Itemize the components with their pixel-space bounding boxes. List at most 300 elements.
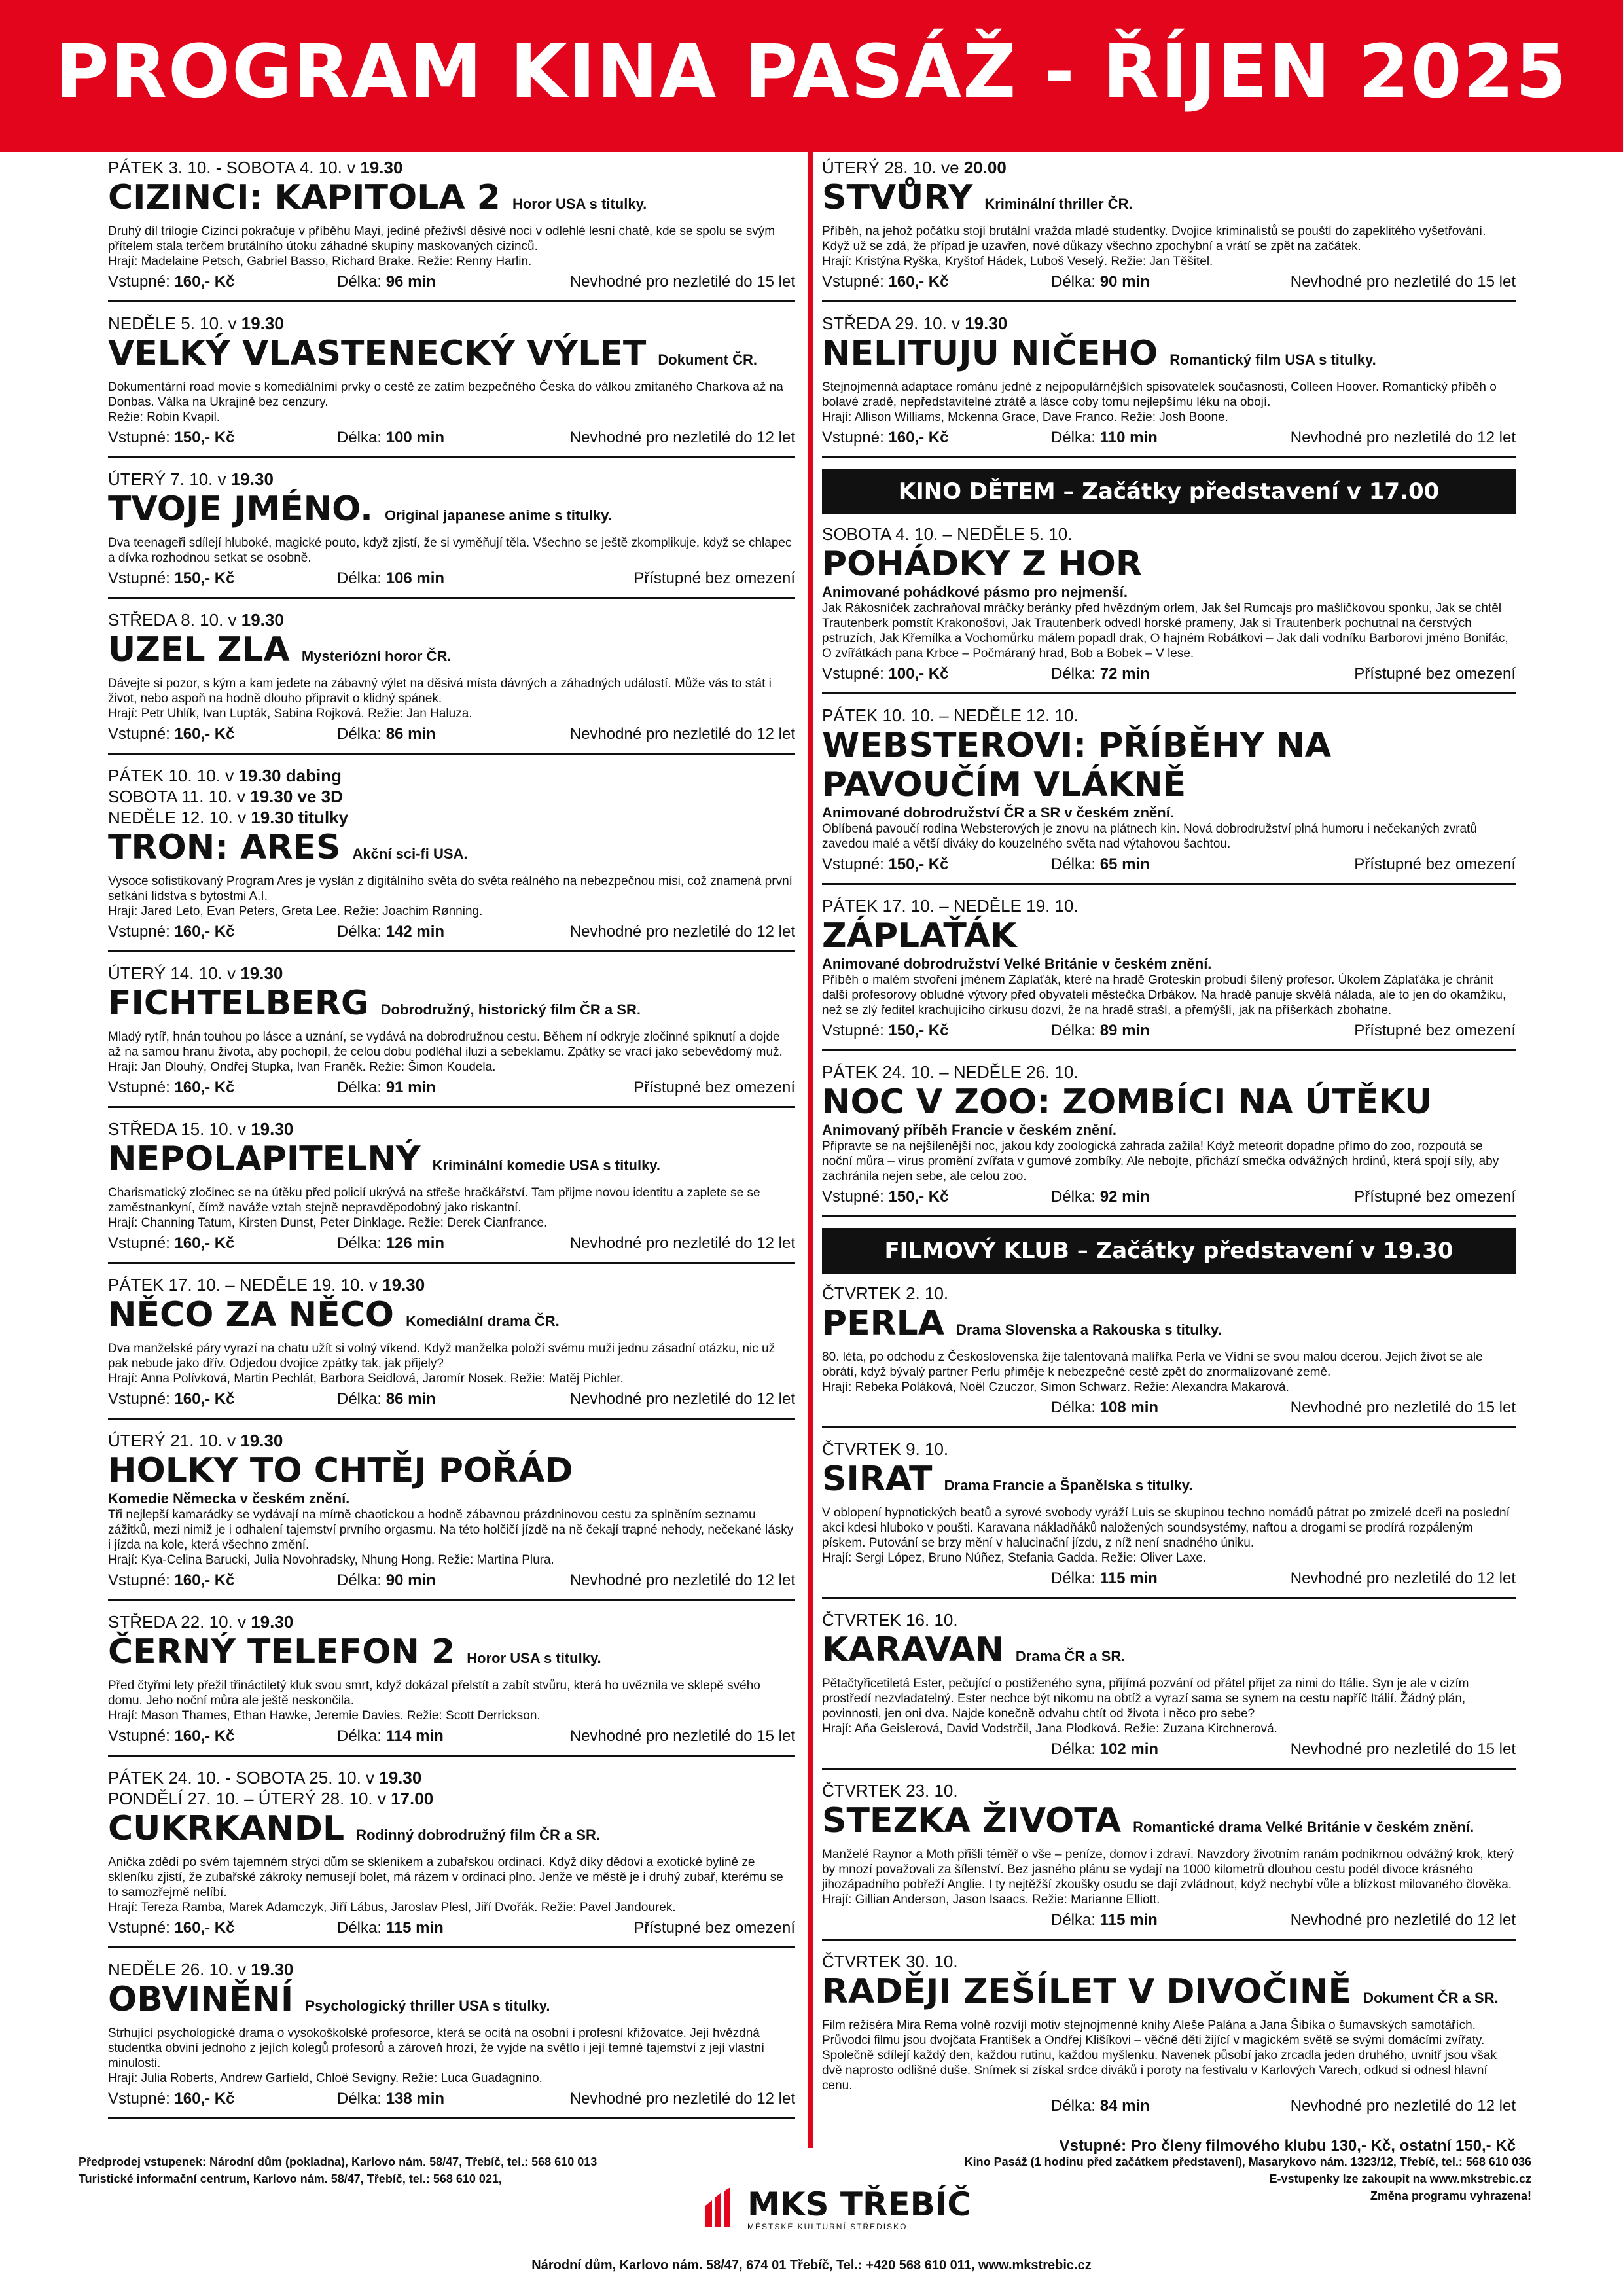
length-value: 89 min — [1099, 1022, 1150, 1039]
film-length: Délka: 142 min — [337, 923, 445, 941]
film-genre: Animované pohádkové pásmo pro nejmenší. — [822, 584, 1128, 600]
film-description: Příběh, na jehož počátku stojí brutální vražda mladé studentky. Dvojice kriminalistů se pouští do zapeklitého vyšetřování. Když už se zdá, že případ je uzavřen, nové důkazy všechno zpochybní a vrátí se zpět na začátek. — [822, 224, 1486, 253]
showtime-time: 19.30 — [251, 1612, 294, 1632]
film-genre: Komedie Německa v českém znění. — [108, 1490, 350, 1507]
film-meta — [822, 1739, 1516, 1760]
film-cast: Hrají: Anna Polívková, Martin Pechlát, Barbora Seidlová, Jaromír Nosek. Režie: Matěj Pichler. — [108, 1372, 624, 1386]
film-title: FICHTELBERG Dobrodružný, historický film ČR a SR. — [108, 984, 641, 1023]
showtime-time: 19.30 — [241, 314, 284, 333]
length-value: 115 min — [385, 1919, 444, 1937]
film-genre: Animované dobrodružství ČR a SR v českém znění. — [822, 804, 1174, 821]
film-description: Oblíbená pavoučí rodina Websterových je znovu na plátnech kin. Nová dobrodružství plná humoru i nečekaných zvratů zavedou malé a větší diváky do kouzelného světa nad výtahovou šachtou. — [822, 822, 1477, 851]
film-description: Tři nejlepší kamarádky se vydávají na mírně chaotickou a hodně zábavnou prázdninovou cestu za splněním seznamu zážitků, mezi nimiž je i odhalení tajemství prvního orgasmu. Na této holčičí jízdě na ně čekají trapné nehody, nečekané lásky i jízda na kole, která všechno změní. — [108, 1508, 794, 1552]
price-value: 150,- Kč — [888, 1188, 949, 1206]
film-description: Dávejte si pozor, s kým a kam jedete na zábavný výlet na děsivá místa dávných a záhadných událostí. Může vás to stát i život, nebo aspoň na hodně dlouho připravit o klidný spánek. — [108, 677, 772, 706]
eticket-note: E-vstupenky lze zakoupit na www.mkstrebic.cz — [1269, 2172, 1531, 2185]
film-description: Dva manželské páry vyrazí na chatu užít si volný víkend. Když manželka položí svému muži jednu zásadní otázku, nic už pak nebude jako dřív. Odjedou dvojice zpátky tak, jak přijely? — [108, 1342, 776, 1371]
film-rating: Nevhodné pro nezletilé do 15 let — [569, 273, 795, 291]
showtime-date: NEDĚLE 26. 10. v 19.30 — [108, 1960, 294, 1979]
showtime-time: 19.30 — [240, 963, 283, 983]
film-length: Délka: 90 min — [1051, 273, 1150, 291]
film-length: Délka: 91 min — [337, 1079, 436, 1096]
film-price: Vstupné: 150,- Kč — [822, 855, 949, 873]
price-value: 150,- Kč — [888, 1022, 949, 1039]
film-description: Před čtyřmi lety přežil třináctiletý kluk svou smrt, když dokázal přelstít a zabít stvůru, která ho uvěznila ve sklepě svého domu. Jeho noční můra ale ještě neskončila. — [108, 1679, 760, 1708]
price-value: 160,- Kč — [174, 1727, 235, 1745]
film-title: CUKRKANDL Rodinný dobrodružný film ČR a SR. — [108, 1809, 600, 1848]
film-description: Pětačtyřicetiletá Ester, pečující o postiženého syna, přijímá pozvání od přátel přijet za nimi do Itálie. Syn je ale v cizím prostředí nezvladatelný. Ester nechce být nikomu na obtíž a vyrazí sama se synem na cestu napříč Itálií. Žádný plán, povinnosti, jen oni dva. Najde konečně odvahu chtít od života i něco pro sebe? — [822, 1677, 1469, 1721]
film-meta — [108, 1389, 795, 1410]
showtime-date: PÁTEK 10. 10. v 19.30 dabing — [108, 766, 342, 785]
film-description: Vysoce sofistikovaný Program Ares je vyslán z digitálního světa do světa reálného na nebezpečnou misi, což znamená první setkání lidstva s bytostmi A.I. — [108, 874, 793, 903]
film-genre: Kriminální thriller ČR. — [984, 196, 1133, 212]
film-length: Délka: 115 min — [337, 1919, 444, 1937]
film-cast: Hrají: Tereza Ramba, Marek Adamczyk, Jiří Lábus, Jaroslav Plesl, Jiří Dvořák. Režie: Pavel Jandourek. — [108, 1901, 676, 1914]
film-title: TVOJE JMÉNO. Original japanese anime s titulky. — [108, 490, 612, 529]
film-genre: Akční sci-fi USA. — [352, 846, 468, 862]
film-description: Příběh o malém stvoření jménem Záplaťák, které na hradě Groteskin probudí šílený profesor. Úkolem Záplaťáka je chránit další profesorovy obludné výtvory před obyvateli městečka Drbákov. Na hradě panuje skvělá nálada, ale to jen do okamžiku, než se zlý ředitel krachujícího cirkusu dozví, že na hradě straší, a přemýšlí, jak na příšerkách zbohatne. — [822, 973, 1507, 1017]
film-genre: Horor USA s titulky. — [512, 196, 647, 212]
film-entry — [822, 313, 1516, 458]
film-rating: Přístupné bez omezení — [633, 1919, 795, 1937]
film-title: WEBSTEROVI: PŘÍBĚHY NA PAVOUČÍM VLÁKNĚ — [822, 726, 1331, 804]
film-entry — [108, 963, 795, 1108]
showtime-date: STŘEDA 15. 10. v 19.30 — [108, 1119, 294, 1139]
film-title: POHÁDKY Z HOR — [822, 545, 1142, 584]
film-price: Vstupné: 150,- Kč — [108, 569, 235, 587]
showtime-time: 19.30 titulky — [251, 808, 349, 827]
film-meta — [822, 427, 1516, 448]
film-price: Vstupné: 160,- Kč — [822, 273, 949, 291]
film-meta — [822, 1020, 1516, 1041]
film-price: Vstupné: 160,- Kč — [108, 1571, 235, 1589]
film-title: NOC V ZOO: ZOMBÍCI NA ÚTĚKU — [822, 1083, 1433, 1122]
film-title: CIZINCI: KAPITOLA 2 Horor USA s titulky. — [108, 178, 647, 217]
film-entry — [108, 313, 795, 458]
showtime-date: STŘEDA 29. 10. v 19.30 — [822, 314, 1008, 333]
length-value: 86 min — [385, 1390, 436, 1408]
film-genre: Dokument ČR. — [658, 351, 757, 368]
presale-line-1: Předprodej vstupenek: Národní dům (pokladna), Karlovo nám. 58/47, Třebíč, tel.: 568 610 013 — [79, 2155, 597, 2168]
length-value: 115 min — [1099, 1570, 1158, 1587]
right-top-list — [822, 157, 1516, 458]
film-price: Vstupné: 150,- Kč — [822, 1188, 949, 1206]
film-description: Dva teenageři sdílejí hluboké, magické pouto, když zjistí, že si vyměňují těla. Všechno se ještě zkomplikuje, když se chlapec a dívka rozhodnou setkat se osobně. — [108, 536, 792, 565]
film-length: Délka: 108 min — [1051, 1399, 1159, 1416]
price-value: 160,- Kč — [174, 725, 235, 743]
film-genre: Dokument ČR a SR. — [1363, 1990, 1499, 2006]
film-cast: Hrají: Jan Dlouhý, Ondřej Stupka, Ivan Franěk. Režie: Šimon Koudela. — [108, 1060, 496, 1074]
change-note: Změna programu vyhrazena! — [1370, 2189, 1531, 2202]
showtime-date: PÁTEK 3. 10. - SOBOTA 4. 10. v 19.30 — [108, 158, 403, 177]
film-entry — [108, 469, 795, 599]
film-meta — [822, 854, 1516, 875]
showtime-time: 19.30 — [379, 1768, 422, 1787]
film-meta — [822, 664, 1516, 685]
film-description: Manželé Raynor a Moth přišli téměř o vše – peníze, domov i zdraví. Navzdory životním ranám podnikrnou odvážný krok, který by mnozí považovali za šílenství. Bez jasného plánu se vydají na 1000 kilometrů dlouhou cestu podél divoce krásného jihozápadního pobřeží Anglie. I ty nejtěžší zkoušky osudu se dají zvládnout, když nechybí vůle a blízkost milovaného člověka. — [822, 1848, 1514, 1892]
film-title: PERLA Drama Slovenska a Rakouska s titulky. — [822, 1304, 1222, 1343]
length-value: 110 min — [1099, 429, 1158, 446]
film-rating: Nevhodné pro nezletilé do 12 let — [569, 2090, 795, 2108]
film-price: Vstupné: 160,- Kč — [108, 1919, 235, 1937]
film-meta — [108, 272, 795, 293]
film-price: Vstupné: 150,- Kč — [108, 429, 235, 446]
showtime-date: PÁTEK 17. 10. – NEDĚLE 19. 10. v 19.30 — [108, 1275, 425, 1295]
price-value: 160,- Kč — [174, 2090, 235, 2108]
length-value: 92 min — [1099, 1188, 1150, 1206]
mks-logo-icon — [700, 2186, 740, 2232]
film-cast: Hrají: Channing Tatum, Kirsten Dunst, Peter Dinklage. Režie: Derek Cianfrance. — [108, 1216, 548, 1230]
film-length: Délka: 110 min — [1051, 429, 1158, 446]
showtime-time: 19.30 — [965, 314, 1008, 333]
film-rating: Nevhodné pro nezletilé do 12 let — [569, 923, 795, 941]
film-rating: Nevhodné pro nezletilé do 12 let — [1290, 429, 1516, 446]
film-meta — [108, 2089, 795, 2109]
film-meta — [108, 1918, 795, 1939]
film-price — [822, 1910, 1051, 1931]
showtime-date: STŘEDA 22. 10. v 19.30 — [108, 1612, 294, 1632]
film-meta — [822, 1910, 1516, 1931]
film-price: Vstupné: 160,- Kč — [108, 273, 235, 291]
price-value: 150,- Kč — [888, 855, 949, 873]
showtime-time: 19.30 — [360, 158, 403, 177]
price-value: 160,- Kč — [174, 1079, 235, 1096]
price-value: 160,- Kč — [888, 273, 949, 291]
film-entry — [108, 1767, 795, 1948]
film-description: Charismatický zločinec se na útěku před policií ukrývá na střeše hračkářství. Tam přijme novou identitu a zaplete se se zaměstnankyní, čímž naváže vztah stejně nepravděpodobný jako riskantní. — [108, 1186, 760, 1215]
film-title: NĚCO ZA NĚCO Komediální drama ČR. — [108, 1295, 560, 1335]
film-cast: Režie: Robin Kvapil. — [108, 410, 221, 424]
kids-band: KINO DĚTEM – Začátky představení v 17.00 — [822, 469, 1516, 514]
film-cast: Hrají: Rebeka Poláková, Noël Czuczor, Simon Schwarz. Režie: Alexandra Makarová. — [822, 1380, 1289, 1394]
film-cast: Hrají: Julia Roberts, Andrew Garfield, Chloë Sevigny. Režie: Luca Guadagnino. — [108, 2072, 543, 2085]
showtime-time: 20.00 — [963, 158, 1007, 177]
showtime-time: 19.30 — [230, 469, 274, 489]
film-title: ZÁPLAŤÁK — [822, 916, 1017, 956]
film-length: Délka: 92 min — [1051, 1188, 1150, 1206]
film-genre: Mysteriózní horor ČR. — [301, 648, 452, 664]
film-rating: Nevhodné pro nezletilé do 12 let — [1290, 1911, 1516, 1929]
cinema-address: Kino Pasáž (1 hodinu před začátkem představení), Masarykovo nám. 1323/12, Třebíč, tel.: 568 610 036 — [964, 2155, 1531, 2168]
film-description: Mladý rytíř, hnán touhou po lásce a uznání, se vydává na dobrodružnou cestu. Během ní odkryje zločinné spiknutí a dojde až na samou hranu života, aby pochopil, že celou dobu podléhal iluzi a sebeklamu. Zpátky se vrací jako sebevědomý muž. — [108, 1030, 783, 1059]
logo-title: MKS TŘEBÍČ — [747, 2185, 972, 2223]
poster-header — [0, 0, 1623, 152]
showtime-date: PÁTEK 17. 10. – NEDĚLE 19. 10. — [822, 896, 1079, 916]
film-description: Připravte se na nejšílenější noc, jakou kdy zoologická zahrada zažila! Když meteorit dopadne přímo do zoo, rozpoutá se noční můra – virus promění zvířata v gumové zombíky. Ale nebojte, přichází smečka odvážných hrdinů, která spojí síly, aby zachránila nejen sebe, ale celou zoo. — [822, 1139, 1499, 1183]
film-rating: Nevhodné pro nezletilé do 12 let — [569, 1571, 795, 1589]
film-price — [822, 1739, 1051, 1760]
showtime-date: SOBOTA 11. 10. v 19.30 ve 3D — [108, 787, 343, 806]
film-entry — [108, 1430, 795, 1601]
film-description: Anička zdědí po svém tajemném strýci dům se sklenikem a zubařskou ordinací. Když díky dědovi a exotické bylině ze skleníku zjistí, že zubařské zákroky nemusejí bolet, má rázem v ordinaci plno. Jenže ve městě je i druhý zubař, kterému se to samozřejmě nelíbí. — [108, 1856, 783, 1899]
film-rating: Nevhodné pro nezletilé do 12 let — [569, 1390, 795, 1408]
film-entry — [822, 1780, 1516, 1941]
film-genre: Romantický film USA s titulky. — [1169, 351, 1376, 368]
film-title: KARAVAN Drama ČR a SR. — [822, 1630, 1126, 1670]
film-rating: Přístupné bez omezení — [1354, 1022, 1516, 1039]
film-description: Dokumentární road movie s komediálními prvky o cestě ze zatím bezpečného Česka do válkou zmítaného Charkova až na Donbas. Válka na Ukrajině bez cenzury. — [108, 380, 783, 409]
showtime-time: 19.30 — [241, 610, 284, 630]
film-meta — [822, 2096, 1516, 2117]
showtime-time: 19.30 — [251, 1960, 294, 1979]
film-length: Délka: 84 min — [1051, 2097, 1150, 2115]
film-entry — [822, 1609, 1516, 1770]
showtime-date: ÚTERÝ 7. 10. v 19.30 — [108, 469, 274, 489]
film-title: NELITUJU NIČEHO Romantický film USA s titulky. — [822, 334, 1376, 373]
film-genre: Romantické drama Velké Británie v českém znění. — [1133, 1819, 1474, 1835]
film-genre: Dobrodružný, historický film ČR a SR. — [380, 1001, 641, 1018]
showtime-date: PÁTEK 10. 10. – NEDĚLE 12. 10. — [822, 706, 1079, 725]
film-description: Druhý díl trilogie Cizinci pokračuje v příběhu Mayi, jediné přeživší děsivé noci v odlehlé lesní chatě, kde se spolu se svým přítelem stala terčem brutálního útoku záhadné skupiny maskovaných cizinců. — [108, 224, 776, 253]
film-cast: Hrají: Madelaine Petsch, Gabriel Basso, Richard Brake. Režie: Renny Harlin. — [108, 255, 532, 268]
price-value: 160,- Kč — [174, 1390, 235, 1408]
film-entry — [108, 1959, 795, 2119]
footer-right — [965, 2153, 1531, 2204]
showtime-date: ČTVRTEK 30. 10. — [822, 1952, 958, 1971]
film-genre: Animovaný příběh Francie v českém znění. — [822, 1122, 1116, 1138]
film-length: Délka: 90 min — [337, 1571, 436, 1589]
showtime-date: ČTVRTEK 23. 10. — [822, 1781, 958, 1801]
length-value: 114 min — [385, 1727, 444, 1745]
film-entry — [822, 705, 1516, 885]
film-price: Vstupné: 160,- Kč — [108, 725, 235, 743]
film-description: Stejnojmenná adaptace románu jedné z nejpopulárnějších spisovatelek současnosti, Colleen Hoover. Romantický příběh o bolavé zradě, nepředstavitelné ztrátě a lásce coby tomu nejlepšímu léku na obojí. — [822, 380, 1497, 409]
club-price-note: Vstupné: Pro členy filmového klubu 130,- Kč, ostatní 150,- Kč — [1059, 2137, 1516, 2155]
price-value: 150,- Kč — [174, 429, 235, 446]
showtime-date: NEDĚLE 5. 10. v 19.30 — [108, 314, 284, 333]
price-value: 160,- Kč — [888, 429, 949, 446]
length-value: 96 min — [385, 273, 436, 291]
film-rating: Nevhodné pro nezletilé do 12 let — [1290, 2097, 1516, 2115]
length-value: 138 min — [385, 2090, 445, 2108]
film-meta — [822, 1397, 1516, 1418]
film-title: STVŮRY Kriminální thriller ČR. — [822, 178, 1133, 217]
film-length: Délka: 138 min — [337, 2090, 445, 2108]
length-value: 90 min — [1099, 273, 1150, 291]
film-rating: Nevhodné pro nezletilé do 12 let — [569, 1234, 795, 1252]
film-title: VELKÝ VLASTENECKÝ VÝLET Dokument ČR. — [108, 334, 757, 373]
showtime-date: PÁTEK 24. 10. – NEDĚLE 26. 10. — [822, 1062, 1079, 1082]
showtime-date: ČTVRTEK 9. 10. — [822, 1439, 949, 1459]
film-title: ČERNÝ TELEFON 2 Horor USA s titulky. — [108, 1632, 601, 1672]
price-value: 160,- Kč — [174, 923, 235, 941]
film-meta — [108, 724, 795, 745]
film-entry — [822, 1951, 1516, 2125]
showtime-time: 19.30 — [382, 1275, 425, 1295]
showtime-time: 19.30 ve 3D — [250, 787, 343, 806]
film-meta — [108, 922, 795, 942]
showtime-date: NEDĚLE 12. 10. v 19.30 titulky — [108, 808, 349, 827]
film-price — [822, 2096, 1051, 2117]
price-value: 160,- Kč — [174, 273, 235, 291]
page-title: PROGRAM KINA PASÁŽ - ŘÍJEN 2025 — [55, 29, 1568, 115]
film-cast: Hrají: Petr Uhlík, Ivan Lupták, Sabina Rojková. Režie: Jan Haluza. — [108, 707, 473, 721]
length-value: 90 min — [385, 1571, 436, 1589]
showtime-date: SOBOTA 4. 10. – NEDĚLE 5. 10. — [822, 524, 1073, 544]
film-entry — [108, 1274, 795, 1420]
showtime-time: 19.30 — [240, 1431, 283, 1450]
film-rating: Nevhodné pro nezletilé do 15 let — [1290, 1399, 1516, 1416]
film-description: Film režiséra Mira Rema volně rozvíjí motiv stejnojmenné knihy Aleše Palána a Jana Šibíka o šumavských samotářích. Průvodci filmu jsou dvojčata František a Ondřej Klišíkovi – věčně děti žijící v magickém světě se svými domácími zvířaty. Společně sdílejí každý den, každou rutinu, každou myšlenku. Navenek působí jako zrcadla jeden druhého, uvnitř jsou však dvě naprosto odlišné duše. Snímek si získal srdce diváků i poroty na festivalu v Karlových Varech, odkud si odnesl hlavní cenu. — [822, 2018, 1497, 2092]
film-meta — [822, 1568, 1516, 1589]
film-cast: Hrají: Kristýna Ryška, Kryštof Hádek, Luboš Veselý. Režie: Jan Těšitel. — [822, 255, 1213, 268]
film-meta — [108, 568, 795, 589]
kids-list — [822, 524, 1516, 1217]
film-meta — [108, 1726, 795, 1747]
film-rating: Nevhodné pro nezletilé do 12 let — [569, 725, 795, 743]
length-value: 115 min — [1099, 1911, 1158, 1929]
film-title: SIRAT Drama Francie a Španělska s titulky. — [822, 1460, 1193, 1499]
film-title: RADĚJI ZEŠÍLET V DIVOČINĚ Dokument ČR a SR. — [822, 1972, 1499, 2011]
film-title: HOLKY TO CHTĚJ POŘÁD — [108, 1451, 573, 1490]
length-value: 86 min — [385, 725, 436, 743]
film-genre: Kriminální komedie USA s titulky. — [432, 1157, 661, 1174]
film-genre: Drama Slovenska a Rakouska s titulky. — [956, 1321, 1222, 1338]
film-entry — [822, 1439, 1516, 1599]
length-value: 72 min — [1099, 665, 1150, 683]
presale-line-2: Turistické informační centrum, Karlovo nám. 58/47, Třebíč, tel.: 568 610 021, — [79, 2172, 502, 2185]
film-price — [822, 1397, 1051, 1418]
film-price: Vstupné: 160,- Kč — [108, 1234, 235, 1252]
film-price: Vstupné: 160,- Kč — [108, 1079, 235, 1096]
length-value: 108 min — [1099, 1399, 1159, 1416]
film-price: Vstupné: 160,- Kč — [822, 429, 949, 446]
film-meta — [108, 1077, 795, 1098]
film-description: Jak Rákosníček zachraňoval mráčky beránky před hvězdným orlem, Jak šel Rumcajs pro mašličkovou sponku, Jak se chtěl Trautenberk pomstít Krakonošovi, Jak Trautenberk odvedl horské prameny, Jak si Trautenberk pochutnal na čerstvých pstruzích, Jak Křemílka a Vochomůrku málem popadl drak, O hajném Robátkovi – Jak dali vodníku Barborovi jméno Bonifác, O zvířátkách pana Krbce – Počmáraný hrad, Bob a Bobek – V lese. — [822, 601, 1508, 660]
film-meta — [822, 1187, 1516, 1208]
film-cast: Hrají: Allison Williams, Mckenna Grace, Dave Franco. Režie: Josh Boone. — [822, 410, 1228, 424]
film-description: Strhující psychologické drama o vysokoškolské profesorce, která se ocitá na osobní i profesní křižovatce. Její hvězdná studentka obviní jednoho z jejích kolegů profesorů a zároveň hrozí, že vyjde na světlo i její temné tajemství z její vlastní minulosti. — [108, 2026, 765, 2070]
showtime-date: ÚTERÝ 14. 10. v 19.30 — [108, 963, 283, 983]
showtime-date: ČTVRTEK 2. 10. — [822, 1283, 949, 1303]
footer — [0, 2153, 1623, 2296]
logo-subtitle: MĚSTSKÉ KULTURNÍ STŘEDISKO — [747, 2222, 908, 2231]
film-length: Délka: 115 min — [1051, 1911, 1158, 1929]
showtime-time: 19.30 dabing — [238, 766, 342, 785]
film-cast: Hrají: Mason Thames, Ethan Hawke, Jeremie Davies. Režie: Scott Derrickson. — [108, 1709, 541, 1723]
film-genre: Psychologický thriller USA s titulky. — [305, 1998, 550, 2014]
film-entry — [822, 524, 1516, 694]
showtime-date: ČTVRTEK 16. 10. — [822, 1610, 958, 1630]
film-price: Vstupné: 100,- Kč — [822, 665, 949, 683]
film-genre: Rodinný dobrodružný film ČR a SR. — [356, 1827, 600, 1843]
price-value: 100,- Kč — [888, 665, 949, 683]
film-price: Vstupné: 160,- Kč — [108, 1390, 235, 1408]
film-meta — [108, 427, 795, 448]
film-rating: Přístupné bez omezení — [633, 569, 795, 587]
film-title: NEPOLAPITELNÝ Kriminální komedie USA s titulky. — [108, 1139, 661, 1179]
film-cast: Hrají: Gillian Anderson, Jason Isaacs. Režie: Marianne Elliott. — [822, 1893, 1160, 1907]
film-length: Délka: 72 min — [1051, 665, 1150, 683]
film-title: OBVINĚNÍ Psychologický thriller USA s titulky. — [108, 1980, 550, 2019]
film-title: UZEL ZLA Mysteriózní horor ČR. — [108, 630, 452, 670]
film-price: Vstupné: 160,- Kč — [108, 1727, 235, 1745]
film-entry — [108, 609, 795, 755]
film-genre: Drama Francie a Španělska s titulky. — [944, 1477, 1193, 1494]
film-cast: Hrají: Aňa Geislerová, David Vodstrčil, Jana Plodková. Režie: Zuzana Kirchnerová. — [822, 1722, 1277, 1736]
showtime-time: 19.30 — [251, 1119, 294, 1139]
length-value: 142 min — [385, 923, 445, 941]
film-meta — [108, 1233, 795, 1254]
film-length: Délka: 65 min — [1051, 855, 1150, 873]
showtime-date: ÚTERÝ 21. 10. v 19.30 — [108, 1431, 283, 1450]
showtime-time: 17.00 — [391, 1789, 434, 1808]
film-price — [822, 1568, 1051, 1589]
film-meta — [822, 272, 1516, 293]
film-entry — [108, 765, 795, 952]
column-divider — [808, 152, 813, 2148]
film-entry — [822, 1062, 1516, 1217]
film-price: Vstupné: 150,- Kč — [822, 1022, 949, 1039]
mks-logo — [700, 2186, 971, 2232]
film-price: Vstupné: 160,- Kč — [108, 923, 235, 941]
right-column — [822, 157, 1516, 2157]
showtime-date: PONDĚLÍ 27. 10. – ÚTERÝ 28. 10. v 17.00 — [108, 1789, 434, 1808]
showtime-date: ÚTERÝ 28. 10. ve 20.00 — [822, 158, 1007, 177]
film-rating: Přístupné bez omezení — [1354, 855, 1516, 873]
price-value: 160,- Kč — [174, 1919, 235, 1937]
film-rating: Přístupné bez omezení — [633, 1079, 795, 1096]
film-length: Délka: 106 min — [337, 569, 445, 587]
film-genre: Animované dobrodružství Velké Británie v českém znění. — [822, 956, 1212, 972]
length-value: 91 min — [385, 1079, 436, 1096]
film-genre: Komediální drama ČR. — [406, 1313, 560, 1329]
film-length: Délka: 115 min — [1051, 1570, 1158, 1587]
film-entry — [108, 1611, 795, 1757]
film-length: Délka: 102 min — [1051, 1740, 1159, 1758]
price-value: 150,- Kč — [174, 569, 235, 587]
film-genre: Drama ČR a SR. — [1015, 1648, 1126, 1664]
film-cast: Hrají: Kya-Celina Barucki, Julia Novohradsky, Nhung Hong. Režie: Martina Plura. — [108, 1553, 554, 1567]
length-value: 102 min — [1099, 1740, 1159, 1758]
film-meta — [108, 1570, 795, 1591]
footer-left — [79, 2153, 597, 2187]
length-value: 65 min — [1099, 855, 1150, 873]
film-description: V oblopení hypnotických beatů a syrové svobody vyráží Luis se skupinou techno nomádů pátrat po zmizelé dceři na poslední akci kdesi hluboko v poušti. Karavana nákladňáků naložených soundsystémy, naftou a drogami se prodírá rozpáleným pískem. Putování se brzy mění v halucinační jízdu, z níž není snadného úniku. — [822, 1506, 1510, 1550]
film-title: TRON: ARES Akční sci-fi USA. — [108, 828, 468, 867]
film-description: 80. léta, po odchodu z Československa žije talentovaná malířka Perla ve Vídni se svou malou dcerou. Jejich život se ale obrátí, když bývalý partner Perlu přiměje k nebezpečné cestě zpět do znormalizované země. — [822, 1350, 1483, 1379]
film-entry — [108, 157, 795, 302]
film-rating: Nevhodné pro nezletilé do 12 let — [1290, 1570, 1516, 1587]
film-length: Délka: 126 min — [337, 1234, 445, 1252]
length-value: 106 min — [385, 569, 445, 587]
film-rating: Nevhodné pro nezletilé do 15 let — [569, 1727, 795, 1745]
film-length: Délka: 86 min — [337, 1390, 436, 1408]
price-value: 160,- Kč — [174, 1234, 235, 1252]
showtime-date: STŘEDA 8. 10. v 19.30 — [108, 610, 284, 630]
film-entry — [822, 1283, 1516, 1428]
length-value: 84 min — [1099, 2097, 1150, 2115]
film-length: Délka: 100 min — [337, 429, 445, 446]
showtime-date: PÁTEK 24. 10. - SOBOTA 25. 10. v 19.30 — [108, 1768, 422, 1787]
film-cast: Hrají: Sergi López, Bruno Núñez, Stefania Gadda. Režie: Oliver Laxe. — [822, 1551, 1207, 1565]
film-genre: Horor USA s titulky. — [467, 1650, 601, 1666]
film-entry — [822, 895, 1516, 1051]
film-length: Délka: 86 min — [337, 725, 436, 743]
film-entry — [822, 157, 1516, 302]
footer-address: Národní dům, Karlovo nám. 58/47, 674 01 Třebíč, Tel.: +420 568 610 011, www.mkstrebic.cz — [531, 2258, 1092, 2272]
film-price: Vstupné: 160,- Kč — [108, 2090, 235, 2108]
film-title: STEZKA ŽIVOTA Romantické drama Velké Británie v českém znění. — [822, 1801, 1474, 1840]
length-value: 100 min — [385, 429, 445, 446]
club-band: FILMOVÝ KLUB – Začátky představení v 19.30 — [822, 1228, 1516, 1274]
film-cast: Hrají: Jared Leto, Evan Peters, Greta Lee. Režie: Joachim Rønning. — [108, 905, 483, 918]
film-entry — [108, 1119, 795, 1264]
club-list — [822, 1283, 1516, 2125]
length-value: 126 min — [385, 1234, 445, 1252]
left-column — [108, 157, 795, 2130]
film-rating: Nevhodné pro nezletilé do 15 let — [1290, 273, 1516, 291]
